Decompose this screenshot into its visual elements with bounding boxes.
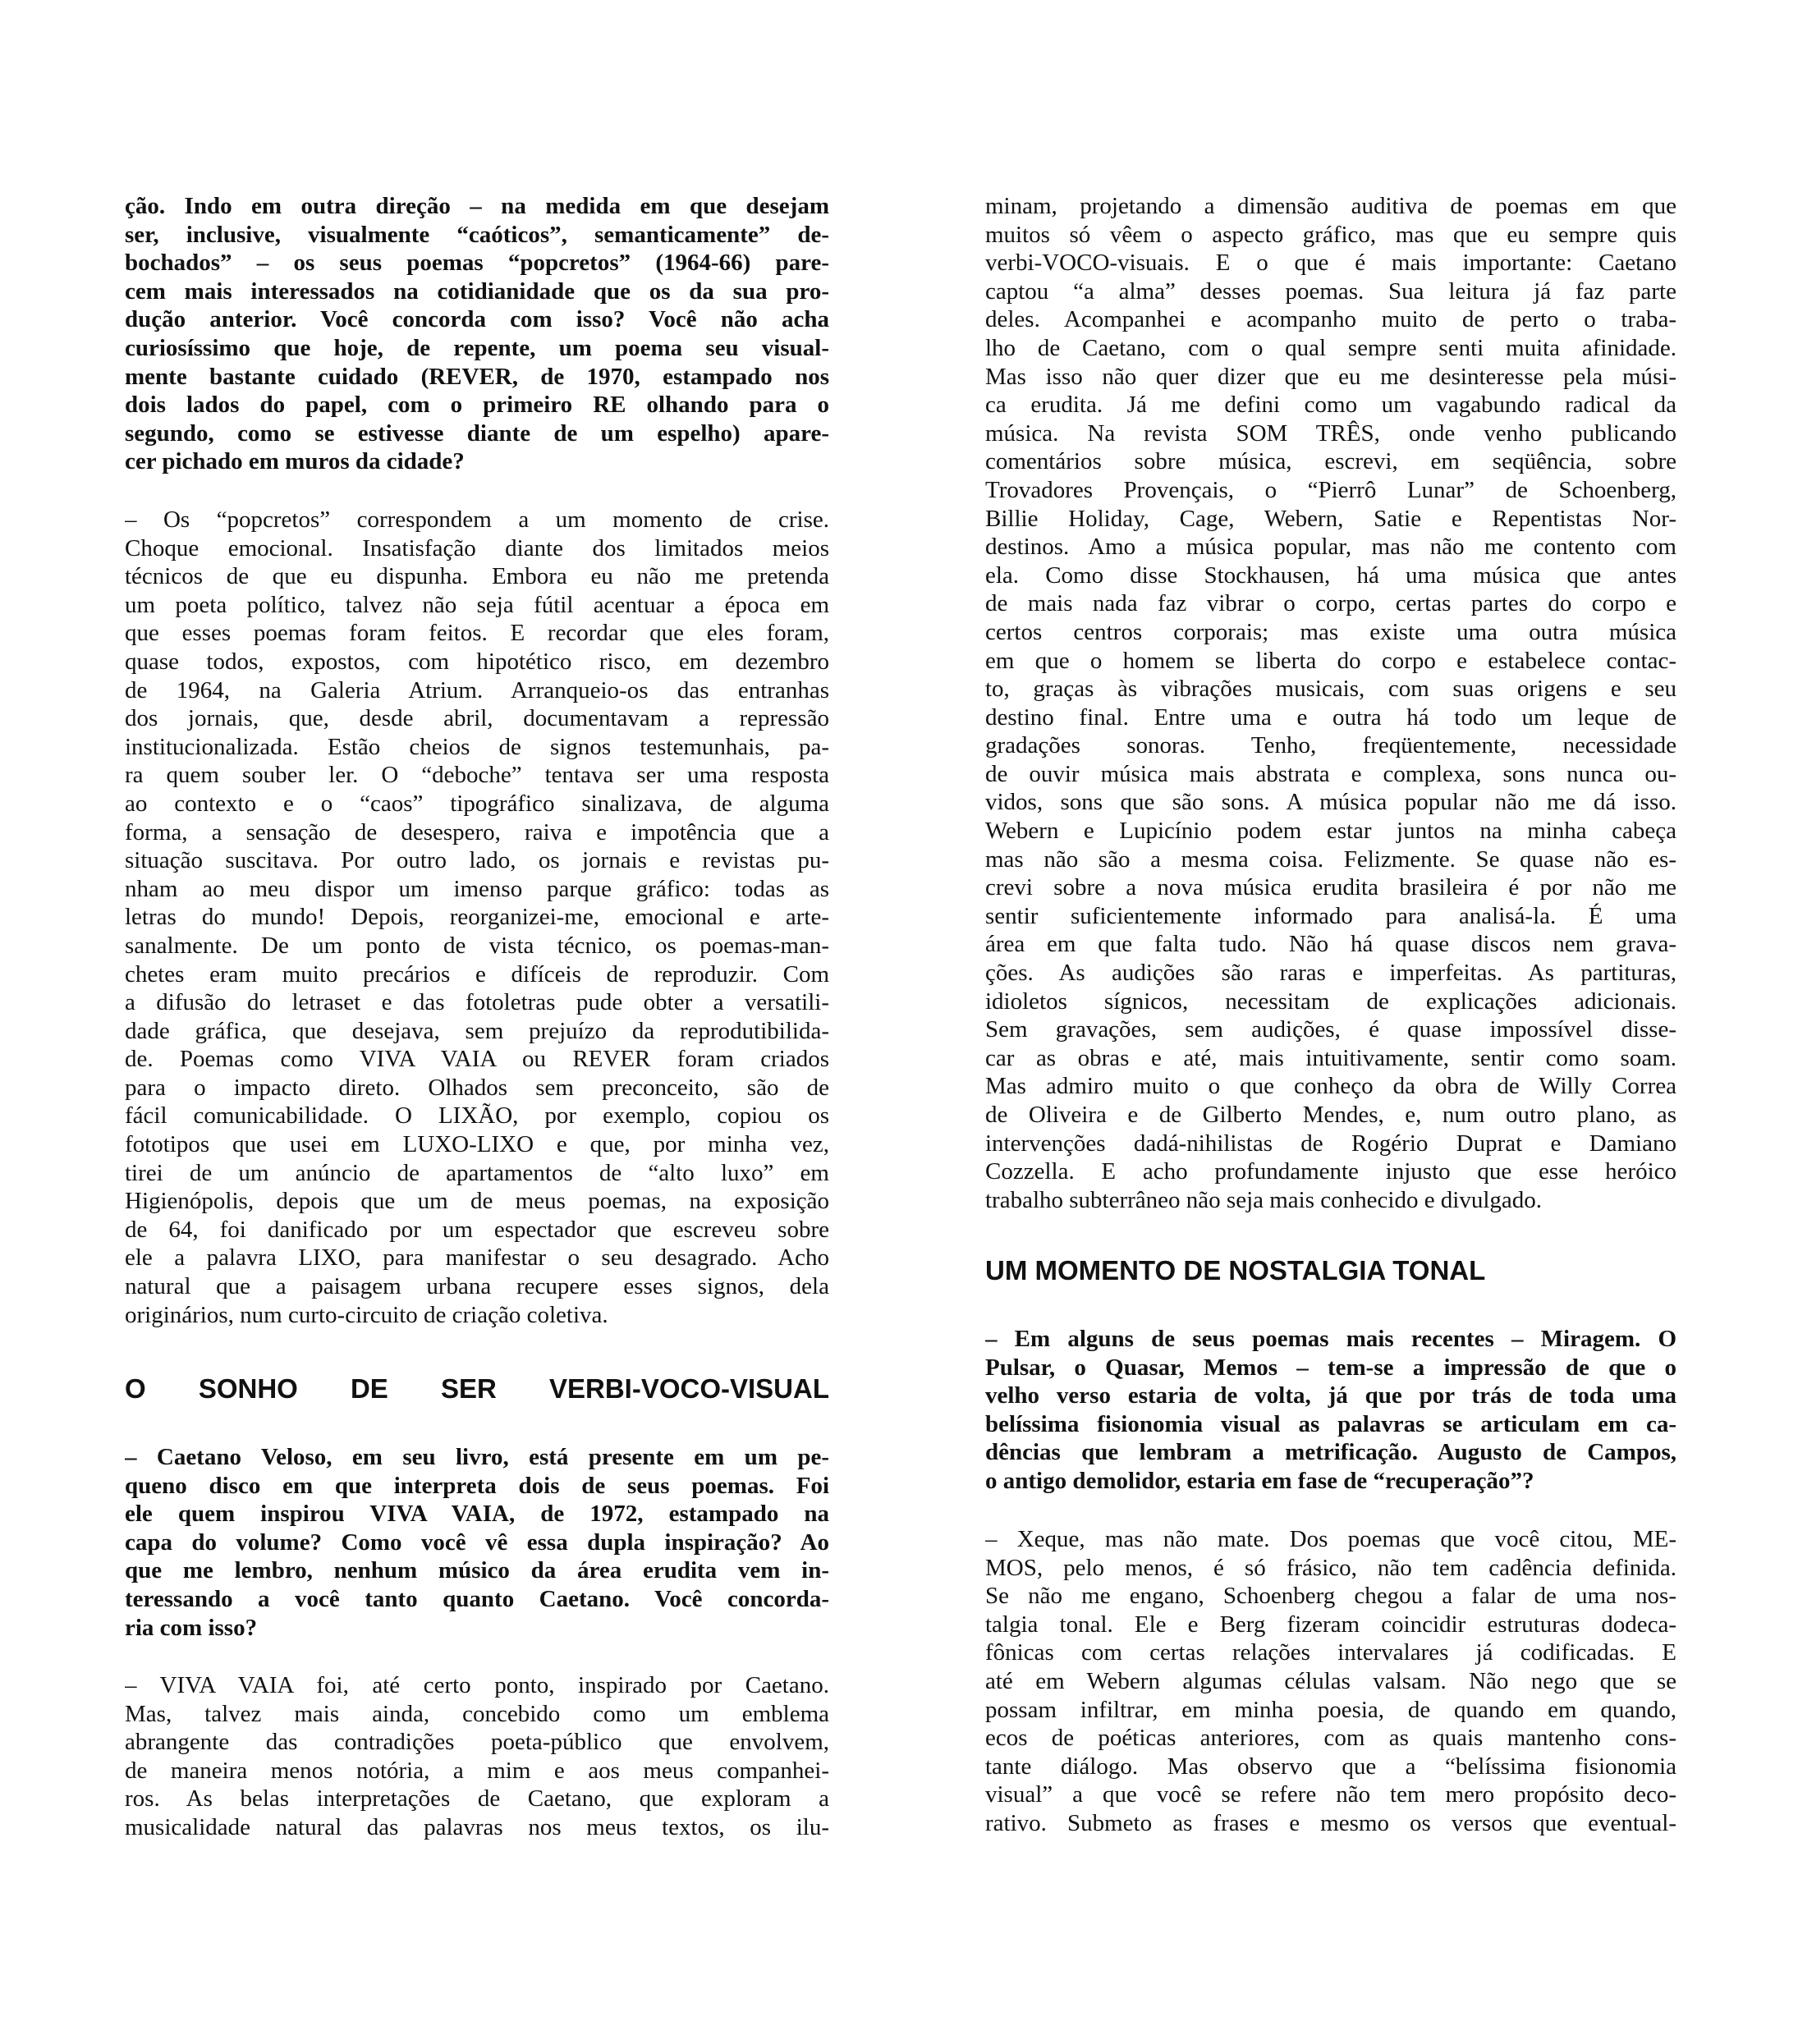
text-line: ca erudita. Já me defini como um vagabundo radical da [985, 392, 1676, 419]
text-line: ele a palavra LIXO, para manifestar o seu desagrado. Acho [125, 1244, 829, 1272]
text-line: de mais nada faz vibrar o corpo, certas partes do corpo e [985, 590, 1676, 617]
text-line: Sem gravações, sem audições, é quase impossível disse- [985, 1016, 1676, 1043]
text-line: mente bastante cuidado (REVER, de 1970, estampado nos [125, 363, 829, 390]
text-line: velho verso estaria de volta, já que por trás de toda uma [985, 1382, 1676, 1409]
text-line: dução anterior. Você concorda com isso? Você não acha [125, 306, 829, 333]
text-line: Billie Holiday, Cage, Webern, Satie e Repentistas Nor- [985, 505, 1676, 532]
text-line: de. Poemas como VIVA VAIA ou REVER foram criados [125, 1046, 829, 1073]
section-heading: UM MOMENTO DE NOSTALGIA TONAL [985, 1255, 1486, 1286]
text-line: tante diálogo. Mas observo que a “belíssima fisionomia [985, 1753, 1676, 1780]
text-line: fototipos que usei em LUXO-LIXO e que, por minha vez, [125, 1131, 829, 1158]
text-line: Mas isso não quer dizer que eu me desinteresse pela músi- [985, 363, 1676, 390]
text-line: ria com isso? [125, 1614, 258, 1641]
text-line: para o impacto direto. Olhados sem preconceito, são de [125, 1074, 829, 1101]
text-line: dências que lembram a metrificação. Augusto de Campos, [985, 1439, 1676, 1466]
text-line: curiosíssimo que hoje, de repente, um poema seu visual- [125, 334, 829, 361]
answer-paragraph [125, 506, 829, 1329]
text-line: Choque emocional. Insatisfação diante dos limitados meios [125, 534, 829, 561]
text-line: música. Na revista SOM TRÊS, onde venho publicando [985, 419, 1676, 447]
answer-paragraph [985, 192, 1676, 1214]
text-line: dois lados do papel, com o primeiro RE olhando para o [125, 392, 829, 419]
text-line: gradações sonoras. Tenho, freqüentemente, necessidade [985, 732, 1676, 759]
text-line: o antigo demolidor, estaria em fase de “recuperação”? [985, 1467, 1534, 1494]
text-line: abrangente das contradições poeta-público que envolvem, [125, 1729, 829, 1756]
question-paragraph [125, 192, 829, 476]
text-line: – Em alguns de seus poemas mais recentes – Miragem. O [985, 1326, 1676, 1352]
text-line: bochados” – os seus poemas “popcretos” (1964-66) pare- [125, 250, 829, 277]
text-line: ros. As belas interpretações de Caetano, que exploram a [125, 1785, 829, 1813]
text-line: certos centros corporais; mas existe uma outra música [985, 618, 1676, 645]
text-line: um poeta político, talvez não seja fútil acentuar a época em [125, 591, 829, 618]
text-line: institucionalizada. Estão cheios de signos testemunhais, pa- [125, 733, 829, 760]
text-line: mas não são a mesma coisa. Felizmente. Se quase não es- [985, 846, 1676, 873]
text-line: a difusão do letraset e das fotoletras pude obter a versatili- [125, 989, 829, 1016]
text-line: teressando a você tanto quanto Caetano. Você concorda- [125, 1585, 829, 1612]
text-line: quase todos, expostos, com hipotético risco, em dezembro [125, 648, 829, 675]
text-line: deles. Acompanhei e acompanho muito de perto o traba- [985, 306, 1676, 333]
text-line: ser, inclusive, visualmente “caóticos”, semanticamente” de- [125, 221, 829, 248]
text-line: verbi-VOCO-visuais. E o que é mais importante: Caetano [985, 250, 1676, 277]
text-line: que esses poemas foram feitos. E recordar que eles foram, [125, 620, 829, 647]
text-line: de 64, foi danificado por um espectador que escreveu sobre [125, 1216, 829, 1243]
section-heading: O SONHO DE SER VERBI-VOCO-VISUAL [125, 1373, 829, 1404]
text-line: lho de Caetano, com o qual sempre senti muita afinidade. [985, 334, 1676, 361]
text-line: vidos, sons que são sons. A música popular não me dá isso. [985, 789, 1676, 816]
text-line: natural que a paisagem urbana recupere esses signos, dela [125, 1273, 829, 1300]
text-line: visual” a que você se refere não tem mero propósito deco- [985, 1781, 1676, 1808]
text-line: Mas, talvez mais ainda, concebido como um emblema [125, 1700, 829, 1727]
text-line: destino final. Entre uma e outra há todo um leque de [985, 703, 1676, 731]
text-line: fônicas com certas relações intervalares já codificadas. E [985, 1639, 1676, 1666]
text-line: dade gráfica, que desejava, sem prejuízo da reprodutibilida- [125, 1017, 829, 1044]
question-paragraph [125, 1443, 829, 1642]
text-line: talgia tonal. Ele e Berg fizeram coincidir estruturas dodeca- [985, 1611, 1676, 1638]
text-line: muitos só vêem o aspecto gráfico, mas que eu sempre quis [985, 221, 1676, 248]
text-line: – Xeque, mas não mate. Dos poemas que você citou, ME- [985, 1526, 1676, 1552]
text-line: Pulsar, o Quasar, Memos – tem-se a impressão de que o [985, 1354, 1676, 1381]
text-line: musicalidade natural das palavras nos meus textos, os ilu- [125, 1813, 829, 1840]
text-line: situação suscitava. Por outro lado, os jornais e revistas pu- [125, 847, 829, 874]
text-line: dos jornais, que, desde abril, documentavam a repressão [125, 705, 829, 732]
text-line: de maneira menos notória, a mim e aos meus companhei- [125, 1757, 829, 1784]
text-line: técnicos de que eu dispunha. Embora eu não me pretenda [125, 563, 829, 590]
text-line: destinos. Amo a música popular, mas não me contento com [985, 534, 1676, 561]
text-line: em que o homem se liberta do corpo e estabelece contac- [985, 647, 1676, 674]
text-line: belíssima fisionomia visual as palavras se articulam em ca- [985, 1410, 1676, 1437]
text-line: – Os “popcretos” correspondem a um momento de crise. [125, 506, 829, 533]
text-line: chetes eram muito precários e difíceis de reproduzir. Com [125, 960, 829, 988]
text-line: tirei de um anúncio de apartamentos de “alto luxo” em [125, 1159, 829, 1186]
text-line: Cozzella. E acho profundamente injusto que esse heróico [985, 1158, 1676, 1185]
text-line: to, graças às vibrações musicais, com suas origens e seu [985, 676, 1676, 703]
text-line: originários, num curto-circuito de criação coletiva. [125, 1301, 608, 1328]
text-line: Se não me engano, Schoenberg chegou a falar de uma nos- [985, 1583, 1676, 1610]
text-line: trabalho subterrâneo não seja mais conhecido e divulgado. [985, 1186, 1543, 1213]
answer-paragraph [125, 1671, 829, 1842]
text-line: ção. Indo em outra direção – na medida em que desejam [125, 193, 829, 219]
text-line: – VIVA VAIA foi, até certo ponto, inspirado por Caetano. [125, 1672, 829, 1698]
text-line: de ouvir música mais abstrata e complexa, sons nunca ou- [985, 760, 1676, 787]
text-line: capa do volume? Como você vê essa dupla inspiração? Ao [125, 1528, 829, 1556]
text-line: letras do mundo! Depois, reorganizei-me, emocional e arte- [125, 904, 829, 931]
text-line: intervenções dadá-nihilistas de Rogério Duprat e Damiano [985, 1130, 1676, 1157]
text-line: rativo. Submeto as frases e mesmo os versos que eventual- [985, 1809, 1676, 1836]
text-line: segundo, como se estivesse diante de um espelho) apare- [125, 419, 829, 447]
text-line: cer pichado em muros da cidade? [125, 448, 465, 475]
text-line: minam, projetando a dimensão auditiva de poemas em que [985, 193, 1676, 219]
text-line: – Caetano Veloso, em seu livro, está presente em um pe- [125, 1444, 829, 1470]
text-line: Webern e Lupicínio podem estar juntos na minha cabeça [985, 818, 1676, 845]
text-line: ções. As audições são raras e imperfeitas. As partituras, [985, 960, 1676, 987]
text-line: ra quem souber ler. O “deboche” tentava ser uma resposta [125, 762, 829, 789]
text-line: ele quem inspirou VIVA VAIA, de 1972, estampado na [125, 1501, 829, 1528]
text-line: comentários sobre música, escrevi, em seqüência, sobre [985, 448, 1676, 475]
text-line: que me lembro, nenhum músico da área erudita vem in- [125, 1557, 829, 1584]
text-line: Higienópolis, depois que um de meus poemas, na exposição [125, 1188, 829, 1215]
text-line: car as obras e até, mais intuitivamente, sentir como soam. [985, 1044, 1676, 1071]
text-line: possam infiltrar, em minha poesia, de quando em quando, [985, 1696, 1676, 1723]
text-line: fácil comunicabilidade. O LIXÃO, por exemplo, copiou os [125, 1102, 829, 1130]
text-line: ecos de poéticas anteriores, com as quais mantenho cons- [985, 1725, 1676, 1752]
text-line: de 1964, na Galeria Atrium. Arranqueio-os das entranhas [125, 676, 829, 703]
text-line: Trovadores Provençais, o “Pierrô Lunar” de Schoenberg, [985, 476, 1676, 503]
text-line: ela. Como disse Stockhausen, há uma música que antes [985, 561, 1676, 589]
text-line: ao contexto e o “caos” tipográfico sinalizava, de alguma [125, 790, 829, 817]
text-line: captou “a alma” desses poemas. Sua leitura já faz parte [985, 277, 1676, 305]
text-line: até em Webern algumas células valsam. Não nego que se [985, 1667, 1676, 1694]
text-line: cem mais interessados na cotidianidade que os da sua pro- [125, 277, 829, 305]
text-line: sentir suficientemente informado para analisá-la. É uma [985, 902, 1676, 929]
question-paragraph [985, 1325, 1676, 1496]
text-line: queno disco em que interpreta dois de seus poemas. Foi [125, 1472, 829, 1499]
answer-paragraph [985, 1525, 1676, 1838]
text-line: crevi sobre a nova música erudita brasileira é por não me [985, 874, 1676, 901]
text-line: de Oliveira e de Gilberto Mendes, e, num outro plano, as [985, 1102, 1676, 1128]
text-line: Mas admiro muito o que conheço da obra de Willy Correa [985, 1073, 1676, 1100]
text-line: idioletos sígnicos, necessitam de explicações adicionais. [985, 988, 1676, 1015]
text-line: área em que falta tudo. Não há quase discos nem grava- [985, 931, 1676, 958]
text-line: forma, a sensação de desespero, raiva e impotência que a [125, 818, 829, 846]
text-line: sanalmente. De um ponto de vista técnico, os poemas-man- [125, 932, 829, 959]
text-line: nham ao meu dispor um imenso parque gráfico: todas as [125, 875, 829, 902]
text-line: MOS, pelo menos, é só frásico, não tem cadência definida. [985, 1554, 1676, 1581]
